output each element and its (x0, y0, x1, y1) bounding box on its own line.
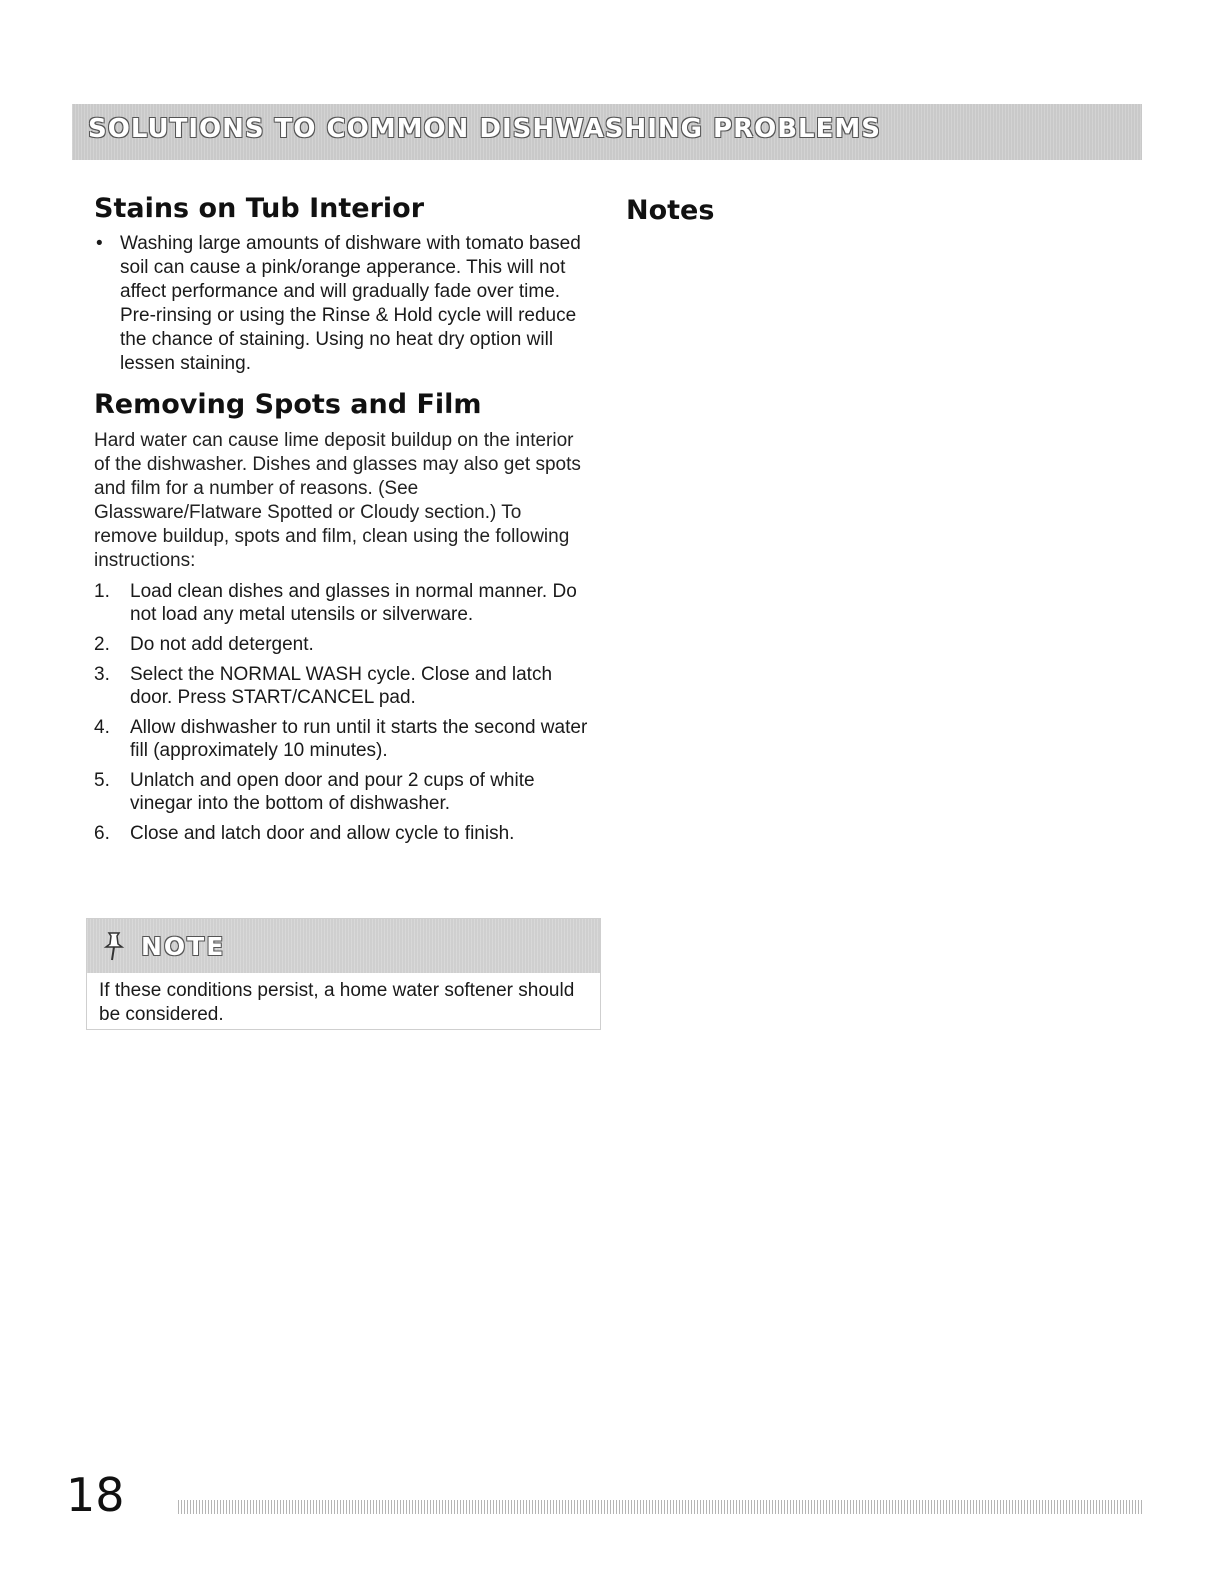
note-title: NOTE (141, 932, 226, 961)
stains-bullet-text: Washing large amounts of dishware with tomato based soil can cause a pink/orange apperance. This will not affect performance and will gradually fade over time. Pre-rinsing or using the Rinse & Hold cycle will reduce the chance of staining. Using no heat dry option will lessen staining. (120, 233, 581, 374)
footer-rule (178, 1500, 1142, 1514)
step-number: 2. (94, 634, 110, 655)
step-item (94, 716, 594, 762)
note-text: If these conditions persist, a home water softener should be considered. (99, 980, 575, 1025)
step-item (94, 663, 594, 709)
step-item (94, 580, 594, 626)
step-text: Load clean dishes and glasses in normal manner. Do not load any metal utensils or silverware. (130, 581, 577, 625)
section-banner-title: SOLUTIONS TO COMMON DISHWASHING PROBLEMS (88, 114, 881, 144)
notes-heading: Notes (626, 195, 715, 226)
step-number: 5. (94, 770, 110, 791)
note-header (87, 919, 600, 973)
page-number: 18 (66, 1468, 125, 1522)
step-item (94, 822, 594, 845)
step-number: 1. (94, 581, 110, 602)
step-number: 6. (94, 823, 110, 844)
spots-steps-list (94, 580, 594, 852)
step-text: Close and latch door and allow cycle to finish. (130, 823, 515, 844)
spots-heading: Removing Spots and Film (94, 389, 482, 420)
pushpin-icon (103, 931, 127, 961)
bullet-icon: • (96, 233, 103, 254)
step-text: Do not add detergent. (130, 634, 314, 655)
step-number: 4. (94, 717, 110, 738)
step-text: Select the NORMAL WASH cycle. Close and latch door. Press START/CANCEL pad. (130, 664, 553, 708)
section-banner (72, 104, 1142, 160)
spots-intro-paragraph: Hard water can cause lime deposit buildup on the interior of the dishwasher. Dishes and glasses may also get spots and film for a number of reasons. (See Glassware/Flatware Spotted or Cloudy section.) To remove buildup, spots and film, clean using the following instructions: (94, 430, 581, 571)
stains-heading: Stains on Tub Interior (94, 193, 425, 224)
step-text: Allow dishwasher to run until it starts the second water fill (approximately 10 minutes). (130, 717, 588, 761)
step-item (94, 769, 594, 815)
note-box (86, 918, 601, 1030)
step-text: Unlatch and open door and pour 2 cups of white vinegar into the bottom of dishwasher. (130, 770, 535, 814)
step-item (94, 633, 594, 656)
step-number: 3. (94, 664, 110, 685)
